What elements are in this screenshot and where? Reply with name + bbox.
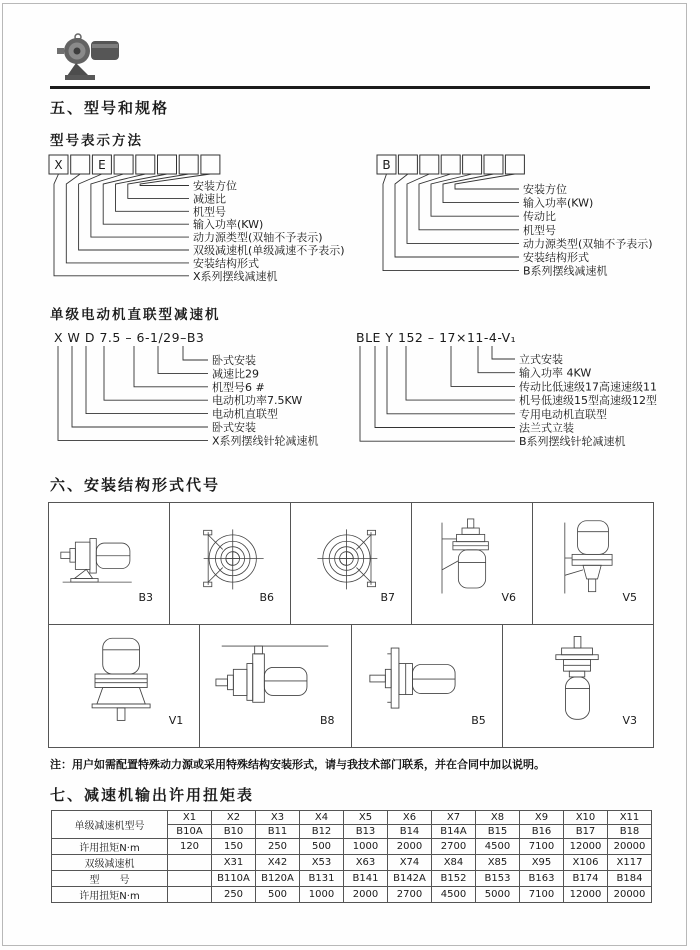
cell: 150 [212, 839, 256, 855]
cell: X5 [344, 811, 388, 825]
cell: X11 [608, 811, 652, 825]
fanout-label: B系列摆线针轮减速机 [519, 435, 626, 449]
cell: X95 [520, 855, 564, 871]
fanout-label: 机型号 [523, 223, 556, 237]
cell: B10 [212, 825, 256, 839]
fanout-label: 减速比 [193, 192, 226, 206]
mount-b6-icon [180, 516, 280, 600]
cell: X3 [256, 811, 300, 825]
cell: 7100 [520, 887, 564, 903]
xwd-example-diagram [50, 329, 380, 451]
mount-b7-icon [301, 516, 401, 600]
code-box-letter: X [54, 158, 63, 172]
mount-cell-b7 [290, 503, 411, 624]
row-label-torque2: 许用扭矩N·m [52, 887, 168, 903]
fanout-label: 安装结构形式 [523, 251, 589, 264]
cell: B163 [520, 871, 564, 887]
table-row [52, 871, 652, 887]
cell: X4 [300, 811, 344, 825]
fanout-label: 传动比 [523, 210, 556, 224]
fanout-label: 电动机功率7.5KW [212, 394, 303, 408]
cell: X6 [388, 811, 432, 825]
section7-title: 七、减速机输出许用扭矩表 [50, 786, 255, 804]
mount-cell-b3 [49, 503, 169, 624]
cell [168, 871, 212, 887]
fanout-label: 输入功率(KW) [523, 196, 594, 210]
cell: X1 [168, 811, 212, 825]
fanout-label: X系列摆线减速机 [193, 269, 278, 283]
cell: X53 [300, 855, 344, 871]
section6-title: 六、安装结构形式代号 [50, 476, 221, 494]
fanout-label: 动力源类型(双轴不予表示) [523, 237, 653, 251]
cell: B14A [432, 825, 476, 839]
cell: X117 [608, 855, 652, 871]
cell: 7100 [520, 839, 564, 855]
mount-cell-v3 [502, 625, 653, 747]
mount-cell-v1 [49, 625, 199, 747]
cell: B141 [344, 871, 388, 887]
code-box-letter: B [382, 158, 391, 172]
row-label-double1: 双级减速机 [52, 855, 168, 871]
cell: 20000 [608, 839, 652, 855]
mount-code: V6 [501, 591, 516, 604]
fanout-label: 立式安装 [519, 353, 563, 366]
cell: X63 [344, 855, 388, 871]
cell: 2700 [432, 839, 476, 855]
mount-b5-icon [364, 634, 490, 726]
cell: X10 [564, 811, 608, 825]
model-code: X W D 7.5 – 6-1/29–B3 [54, 330, 205, 345]
cell: X7 [432, 811, 476, 825]
fanout-label: 动力源类型(双轴不予表示) [193, 231, 323, 245]
table-row [52, 887, 652, 903]
fanout-label: B系列摆线减速机 [523, 264, 608, 278]
x-series-code-diagram [48, 154, 378, 286]
cell: B131 [300, 871, 344, 887]
cell: 2000 [344, 887, 388, 903]
mount-code: B7 [380, 591, 395, 604]
mount-b8-icon [212, 634, 338, 726]
mount-code: V1 [168, 714, 184, 727]
mount-code: V3 [622, 714, 637, 727]
table-row [52, 855, 652, 871]
cell: B142A [388, 871, 432, 887]
mount-code: B8 [319, 714, 335, 727]
cell: 4500 [432, 887, 476, 903]
fanout-label: 传动比低速级17高速速级11 [519, 380, 657, 394]
ble-example-diagram [352, 329, 692, 451]
cell: 20000 [608, 887, 652, 903]
fanout-label: 输入功率(KW) [193, 218, 264, 232]
mount-cell-b5 [351, 625, 502, 747]
row-label-torque1: 许用扭矩N·m [52, 839, 168, 855]
mount-cell-v5 [532, 503, 653, 624]
cell: X42 [256, 855, 300, 871]
cell: 1000 [300, 887, 344, 903]
fanout-label: 机号低速级15型高速级12型 [519, 394, 657, 408]
cell: B14 [388, 825, 432, 839]
cell: X31 [212, 855, 256, 871]
mount-code: V5 [622, 591, 637, 604]
fanout-label: 安装方位 [523, 183, 567, 196]
mount-cell-b6 [169, 503, 290, 624]
cell: X74 [388, 855, 432, 871]
cell: 120 [168, 839, 212, 855]
cell: B174 [564, 871, 608, 887]
special-config-note: 注：用户如需配置特殊动力源或采用特殊结构安装形式，请与我技术部门联系，并在合同中加以说明。 [50, 758, 545, 771]
cell: X8 [476, 811, 520, 825]
cell: X85 [476, 855, 520, 871]
cell: 250 [212, 887, 256, 903]
fanout-label: 安装结构形式 [193, 256, 259, 270]
cell: X84 [432, 855, 476, 871]
fanout-label: 卧式安装 [212, 421, 256, 434]
cell: B16 [520, 825, 564, 839]
cell: 4500 [476, 839, 520, 855]
cell: 5000 [476, 887, 520, 903]
table-row [52, 811, 652, 825]
cell: B120A [256, 871, 300, 887]
mounting-table [48, 502, 654, 748]
cell: B17 [564, 825, 608, 839]
fanout-label: 机型号6 # [212, 380, 265, 394]
cell [168, 887, 212, 903]
cell: X2 [212, 811, 256, 825]
gear-motor-photo-icon [55, 30, 125, 84]
cell: B10A [168, 825, 212, 839]
cell: X106 [564, 855, 608, 871]
direct-coupled-subtitle: 单级电动机直联型减速机 [50, 307, 221, 323]
mount-cell-b8 [199, 625, 350, 747]
fanout-label: 卧式安装 [212, 354, 256, 367]
table-row [52, 839, 652, 855]
fanout-label: 电动机直联型 [212, 407, 278, 421]
cell: 500 [300, 839, 344, 855]
mount-code: B6 [259, 591, 274, 604]
fanout-label: 专用电动机直联型 [519, 407, 607, 421]
b-series-code-diagram [376, 154, 688, 286]
fanout-label: 机型号 [193, 205, 226, 219]
cell: B15 [476, 825, 520, 839]
cell: B11 [256, 825, 300, 839]
cell: 2700 [388, 887, 432, 903]
fanout-label: 法兰式立装 [519, 421, 574, 435]
model-code: BLE Y 152 – 17×11-4-V₁ [356, 330, 517, 345]
model-notation-subtitle: 型号表示方法 [50, 133, 143, 149]
cell: B184 [608, 871, 652, 887]
cell: 2000 [388, 839, 432, 855]
torque-table [51, 810, 652, 903]
section5-title: 五、型号和规格 [50, 99, 170, 117]
cell: 1000 [344, 839, 388, 855]
code-box-letter: E [98, 158, 106, 172]
cell: B110A [212, 871, 256, 887]
mount-code: B5 [471, 714, 486, 727]
mount-cell-v6 [411, 503, 532, 624]
cell: B12 [300, 825, 344, 839]
row-label-single-model: 单级减速机型号 [52, 811, 168, 839]
cell: 12000 [564, 839, 608, 855]
fanout-label: 输入功率 4KW [519, 366, 592, 380]
cell: B152 [432, 871, 476, 887]
header-rule [50, 86, 650, 89]
mount-b3-icon [59, 516, 159, 600]
cell: B153 [476, 871, 520, 887]
cell: B18 [608, 825, 652, 839]
mount-v1-icon [66, 633, 182, 728]
row-label-double2: 型 号 [52, 871, 168, 887]
cell: 12000 [564, 887, 608, 903]
cell: X9 [520, 811, 564, 825]
fanout-label: 减速比29 [212, 367, 259, 381]
cell: B13 [344, 825, 388, 839]
mount-v3-icon [525, 633, 631, 728]
fanout-label: 安装方位 [193, 179, 237, 193]
cell [168, 855, 212, 871]
cell: 250 [256, 839, 300, 855]
mount-code: B3 [138, 591, 153, 604]
cell: 500 [256, 887, 300, 903]
fanout-label: 双级减速机(单级减速不予表示) [193, 244, 345, 257]
fanout-label: X系列摆线针轮减速机 [212, 434, 319, 448]
